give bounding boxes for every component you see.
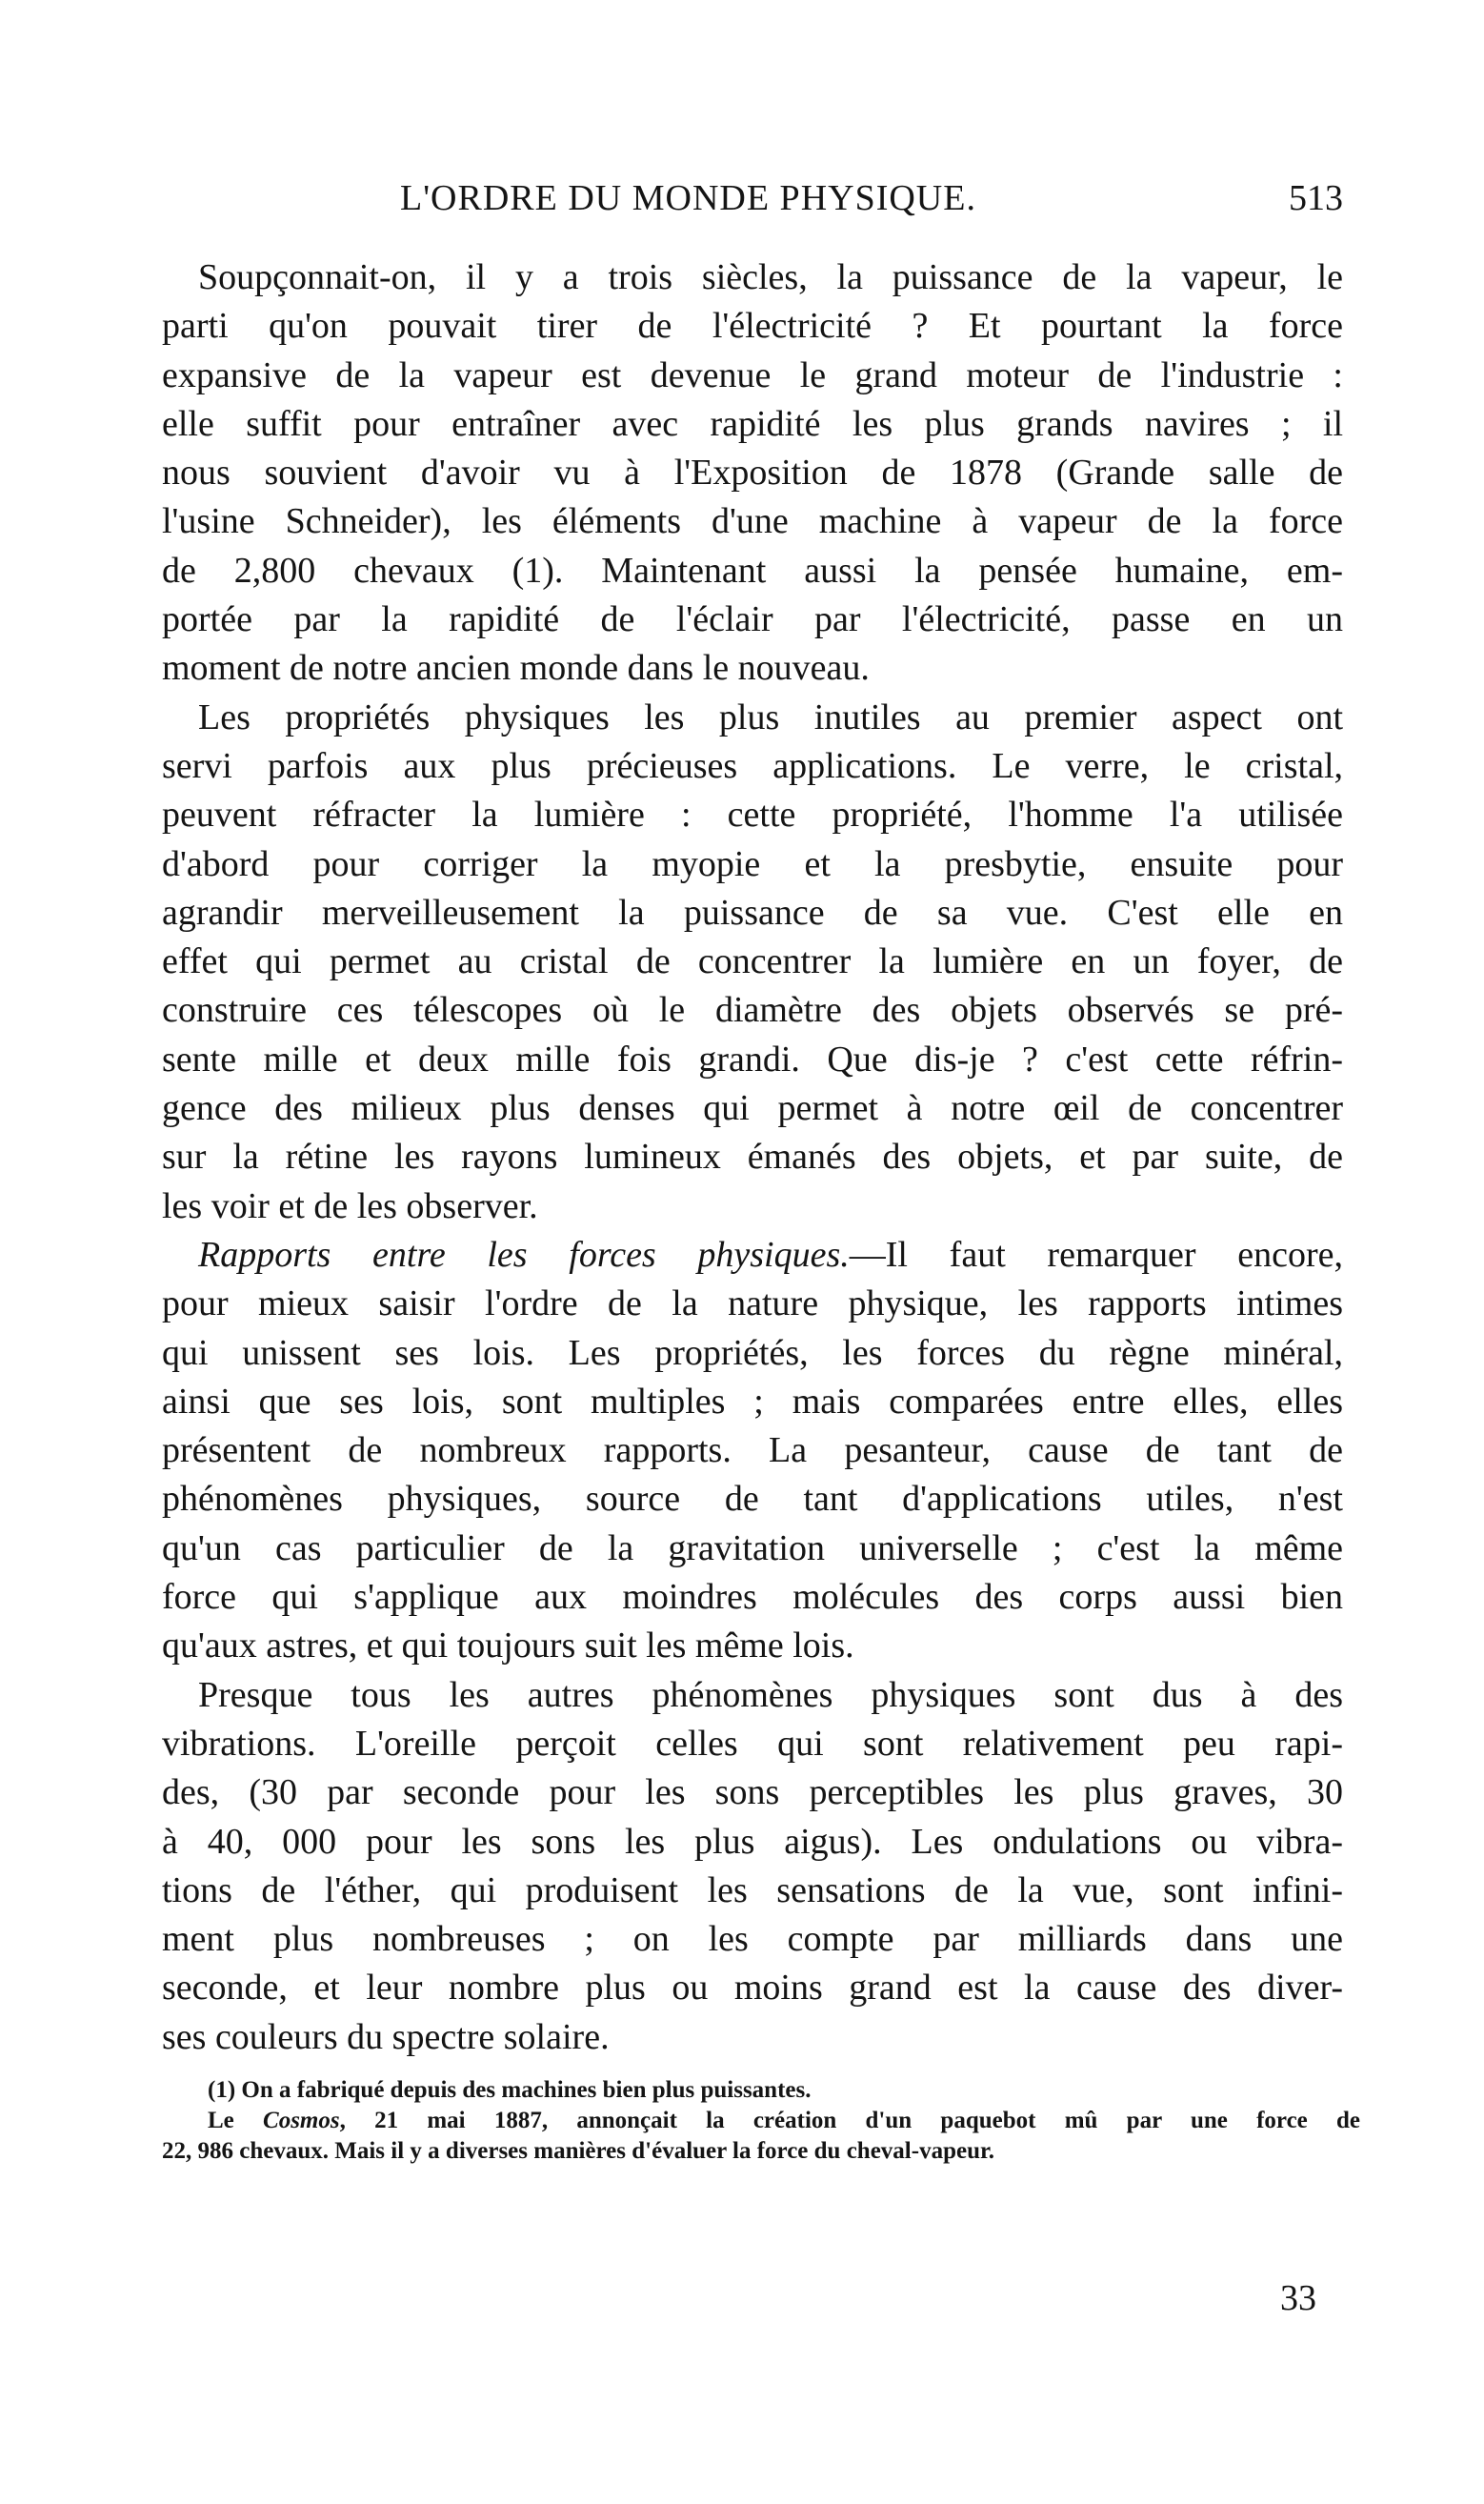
text-line: force qui s'applique aux moindres molécules des corps aussi bien	[162, 1577, 1343, 1618]
text-line: phénomènes physiques, source de tant d'applications utiles, n'est	[162, 1479, 1343, 1520]
text-line: agrandir merveilleusement la puissance de sa vue. C'est elle en	[162, 892, 1343, 933]
text-line: qu'aux astres, et qui toujours suit les même lois.	[162, 1626, 854, 1666]
text-line: servi parfois aux plus précieuses applications. Le verre, le cristal,	[162, 745, 1343, 786]
text-line: expansive de la vapeur est devenue le grand moteur de l'industrie :	[162, 354, 1343, 395]
text-line: pour mieux saisir l'ordre de la nature physique, les rapports intimes	[162, 1283, 1343, 1324]
footnotes	[162, 2075, 1360, 2167]
footnote-line: 22, 986 chevaux. Mais il y a diverses manières d'évaluer la force du cheval-vapeur.	[162, 2138, 995, 2164]
text-line: qui unissent ses lois. Les propriétés, les forces du règne minéral,	[162, 1332, 1343, 1373]
text-run: Le	[208, 2108, 264, 2133]
text-line: d'abord pour corriger la myopie et la presbytie, ensuite pour	[162, 843, 1343, 884]
page-header	[162, 177, 1343, 227]
text-line	[162, 1231, 1343, 1280]
paragraph	[162, 1231, 1343, 1671]
footnote-line	[162, 2106, 1360, 2136]
text-line: ment plus nombreuses ; on les compte par milliards dans une	[162, 1919, 1343, 1960]
text-line: sur la rétine les rayons lumineux émanés des objets, et par suite, de	[162, 1137, 1343, 1178]
text-line: Soupçonnait-on, il y a trois siècles, la puissance de la vapeur, le	[198, 257, 1343, 297]
text-line: construire ces télescopes où le diamètre des objets observés se pré-	[162, 990, 1343, 1031]
paragraph	[162, 253, 1343, 694]
text-line: vibrations. L'oreille perçoit celles qui sont relativement peu rapi-	[162, 1723, 1343, 1764]
text-line: des, (30 par seconde pour les sons perceptibles les plus graves, 30	[162, 1772, 1343, 1813]
text-line: peuvent réfracter la lumière : cette propriété, l'homme l'a utilisée	[162, 795, 1343, 836]
text-line: moment de notre ancien monde dans le nouveau.	[162, 648, 870, 689]
text-line: ses couleurs du spectre solaire.	[162, 2016, 610, 2057]
journal-title: Cosmos	[263, 2108, 340, 2133]
text-line: ainsi que ses lois, sont multiples ; mais comparées entre elles, elles	[162, 1381, 1343, 1422]
page-number: 513	[1289, 178, 1343, 218]
text-line: portée par la rapidité de l'éclair par l'électricité, passe en un	[162, 599, 1343, 640]
text-line: sente mille et deux mille fois grandi. Que dis-je ? c'est cette réfrin-	[162, 1039, 1343, 1080]
text-line: gence des milieux plus denses qui permet à notre œil de concentrer	[162, 1088, 1343, 1129]
text-run: —Il faut remarquer encore,	[849, 1234, 1343, 1275]
body-text	[162, 253, 1343, 2062]
text-run: , 21 mai 1887, annonçait la création d'un paquebot mû par une force de	[339, 2108, 1360, 2133]
text-line: à 40, 000 pour les sons les plus aigus). Les ondulations ou vibra-	[162, 1821, 1343, 1862]
text-line: l'usine Schneider), les éléments d'une machine à vapeur de la force	[162, 501, 1343, 542]
footnote-line: (1) On a fabriqué depuis des machines bien plus puissantes.	[208, 2077, 812, 2103]
paragraph	[162, 1671, 1343, 2062]
text-line: les voir et de les observer.	[162, 1185, 538, 1226]
text-line: qu'un cas particulier de la gravitation universelle ; c'est la même	[162, 1527, 1343, 1568]
signature-mark: 33	[1280, 2278, 1316, 2318]
text-line: tions de l'éther, qui produisent les sensations de la vue, sont infini-	[162, 1869, 1343, 1910]
text-line: Presque tous les autres phénomènes physiques sont dus à des	[198, 1674, 1343, 1715]
text-line: de 2,800 chevaux (1). Maintenant aussi la pensée humaine, em-	[162, 550, 1343, 591]
section-heading: Rapports entre les forces physiques.	[198, 1234, 850, 1275]
paragraph	[162, 694, 1343, 1231]
running-title: L'ORDRE DU MONDE PHYSIQUE.	[400, 178, 976, 218]
text-line: nous souvient d'avoir vu à l'Exposition de 1878 (Grande salle de	[162, 453, 1343, 494]
text-line: présentent de nombreux rapports. La pesanteur, cause de tant de	[162, 1430, 1343, 1471]
text-line: seconde, et leur nombre plus ou moins grand est la cause des diver-	[162, 1968, 1343, 2009]
text-line: effet qui permet au cristal de concentrer la lumière en un foyer, de	[162, 941, 1343, 982]
text-line: elle suffit pour entraîner avec rapidité les plus grands navires ; il	[162, 403, 1343, 444]
text-line: Les propriétés physiques les plus inutiles au premier aspect ont	[198, 697, 1343, 737]
text-line: parti qu'on pouvait tirer de l'électricité ? Et pourtant la force	[162, 306, 1343, 347]
